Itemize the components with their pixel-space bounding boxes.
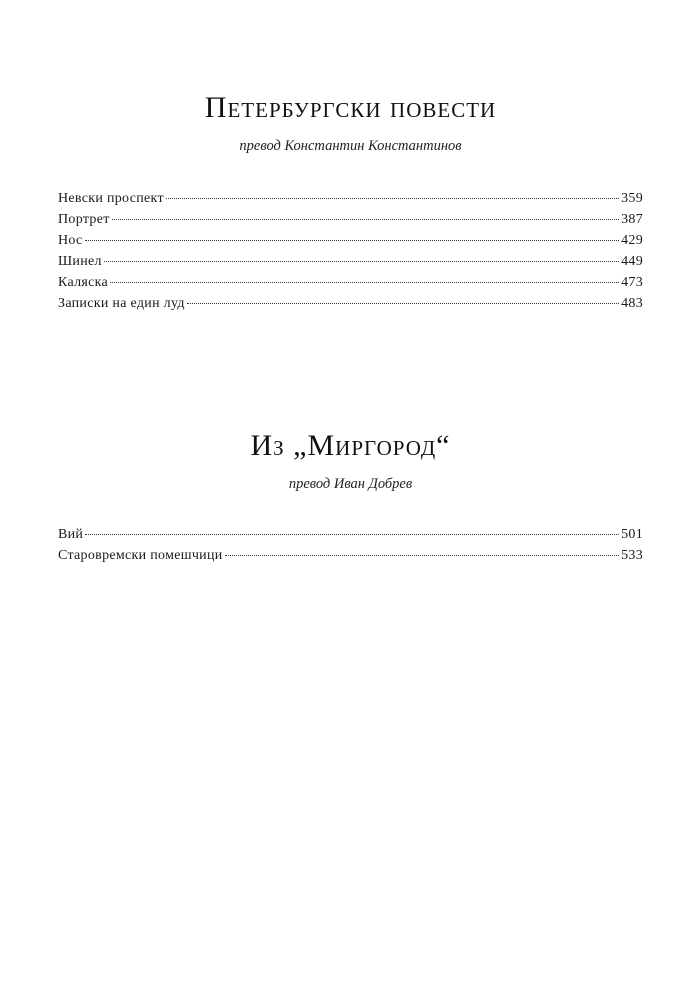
toc-entry-page: 533 [621, 548, 643, 563]
toc-entry-page: 501 [621, 527, 643, 542]
toc-list [58, 188, 643, 314]
toc-list [58, 524, 643, 566]
toc-entry-title: Невски проспект [58, 191, 164, 206]
translator-credit: превод Иван Добрев [288, 476, 413, 492]
toc-entry[interactable] [58, 524, 643, 545]
toc-entry-title: Шинел [58, 254, 102, 269]
toc-entry-page: 387 [621, 212, 643, 227]
dot-leader [166, 197, 619, 199]
toc-section-petersburg-tales [58, 88, 643, 314]
toc-entry[interactable] [58, 188, 643, 209]
translator-credit: превод Константин Константинов [239, 138, 462, 154]
toc-entry[interactable] [58, 230, 643, 251]
dot-leader [104, 260, 619, 262]
dot-leader [85, 533, 619, 535]
dot-leader [110, 281, 619, 283]
toc-entry-title: Записки на един луд [58, 296, 185, 311]
toc-entry-title: Портрет [58, 212, 110, 227]
toc-entry-page: 449 [621, 254, 643, 269]
dot-leader [85, 239, 620, 241]
toc-entry[interactable] [58, 209, 643, 230]
toc-entry-title: Старовремски помешчици [58, 548, 223, 563]
toc-entry-page: 483 [621, 296, 643, 311]
toc-entry-page: 429 [621, 233, 643, 248]
section-title: Петербургски повести [204, 91, 497, 124]
dot-leader [187, 302, 619, 304]
toc-entry-title: Вий [58, 527, 84, 542]
toc-entry[interactable] [58, 293, 643, 314]
section-title: Из „Миргород“ [250, 429, 451, 462]
toc-entry-page: 359 [621, 191, 643, 206]
toc-entry-title: Каляска [58, 275, 109, 290]
toc-entry-page: 473 [621, 275, 643, 290]
dot-leader [225, 554, 620, 556]
toc-entry[interactable] [58, 545, 643, 566]
toc-section-mirgorod [58, 426, 643, 566]
toc-entry[interactable] [58, 251, 643, 272]
dot-leader [112, 218, 619, 220]
toc-entry-title: Нос [58, 233, 83, 248]
toc-entry[interactable] [58, 272, 643, 293]
